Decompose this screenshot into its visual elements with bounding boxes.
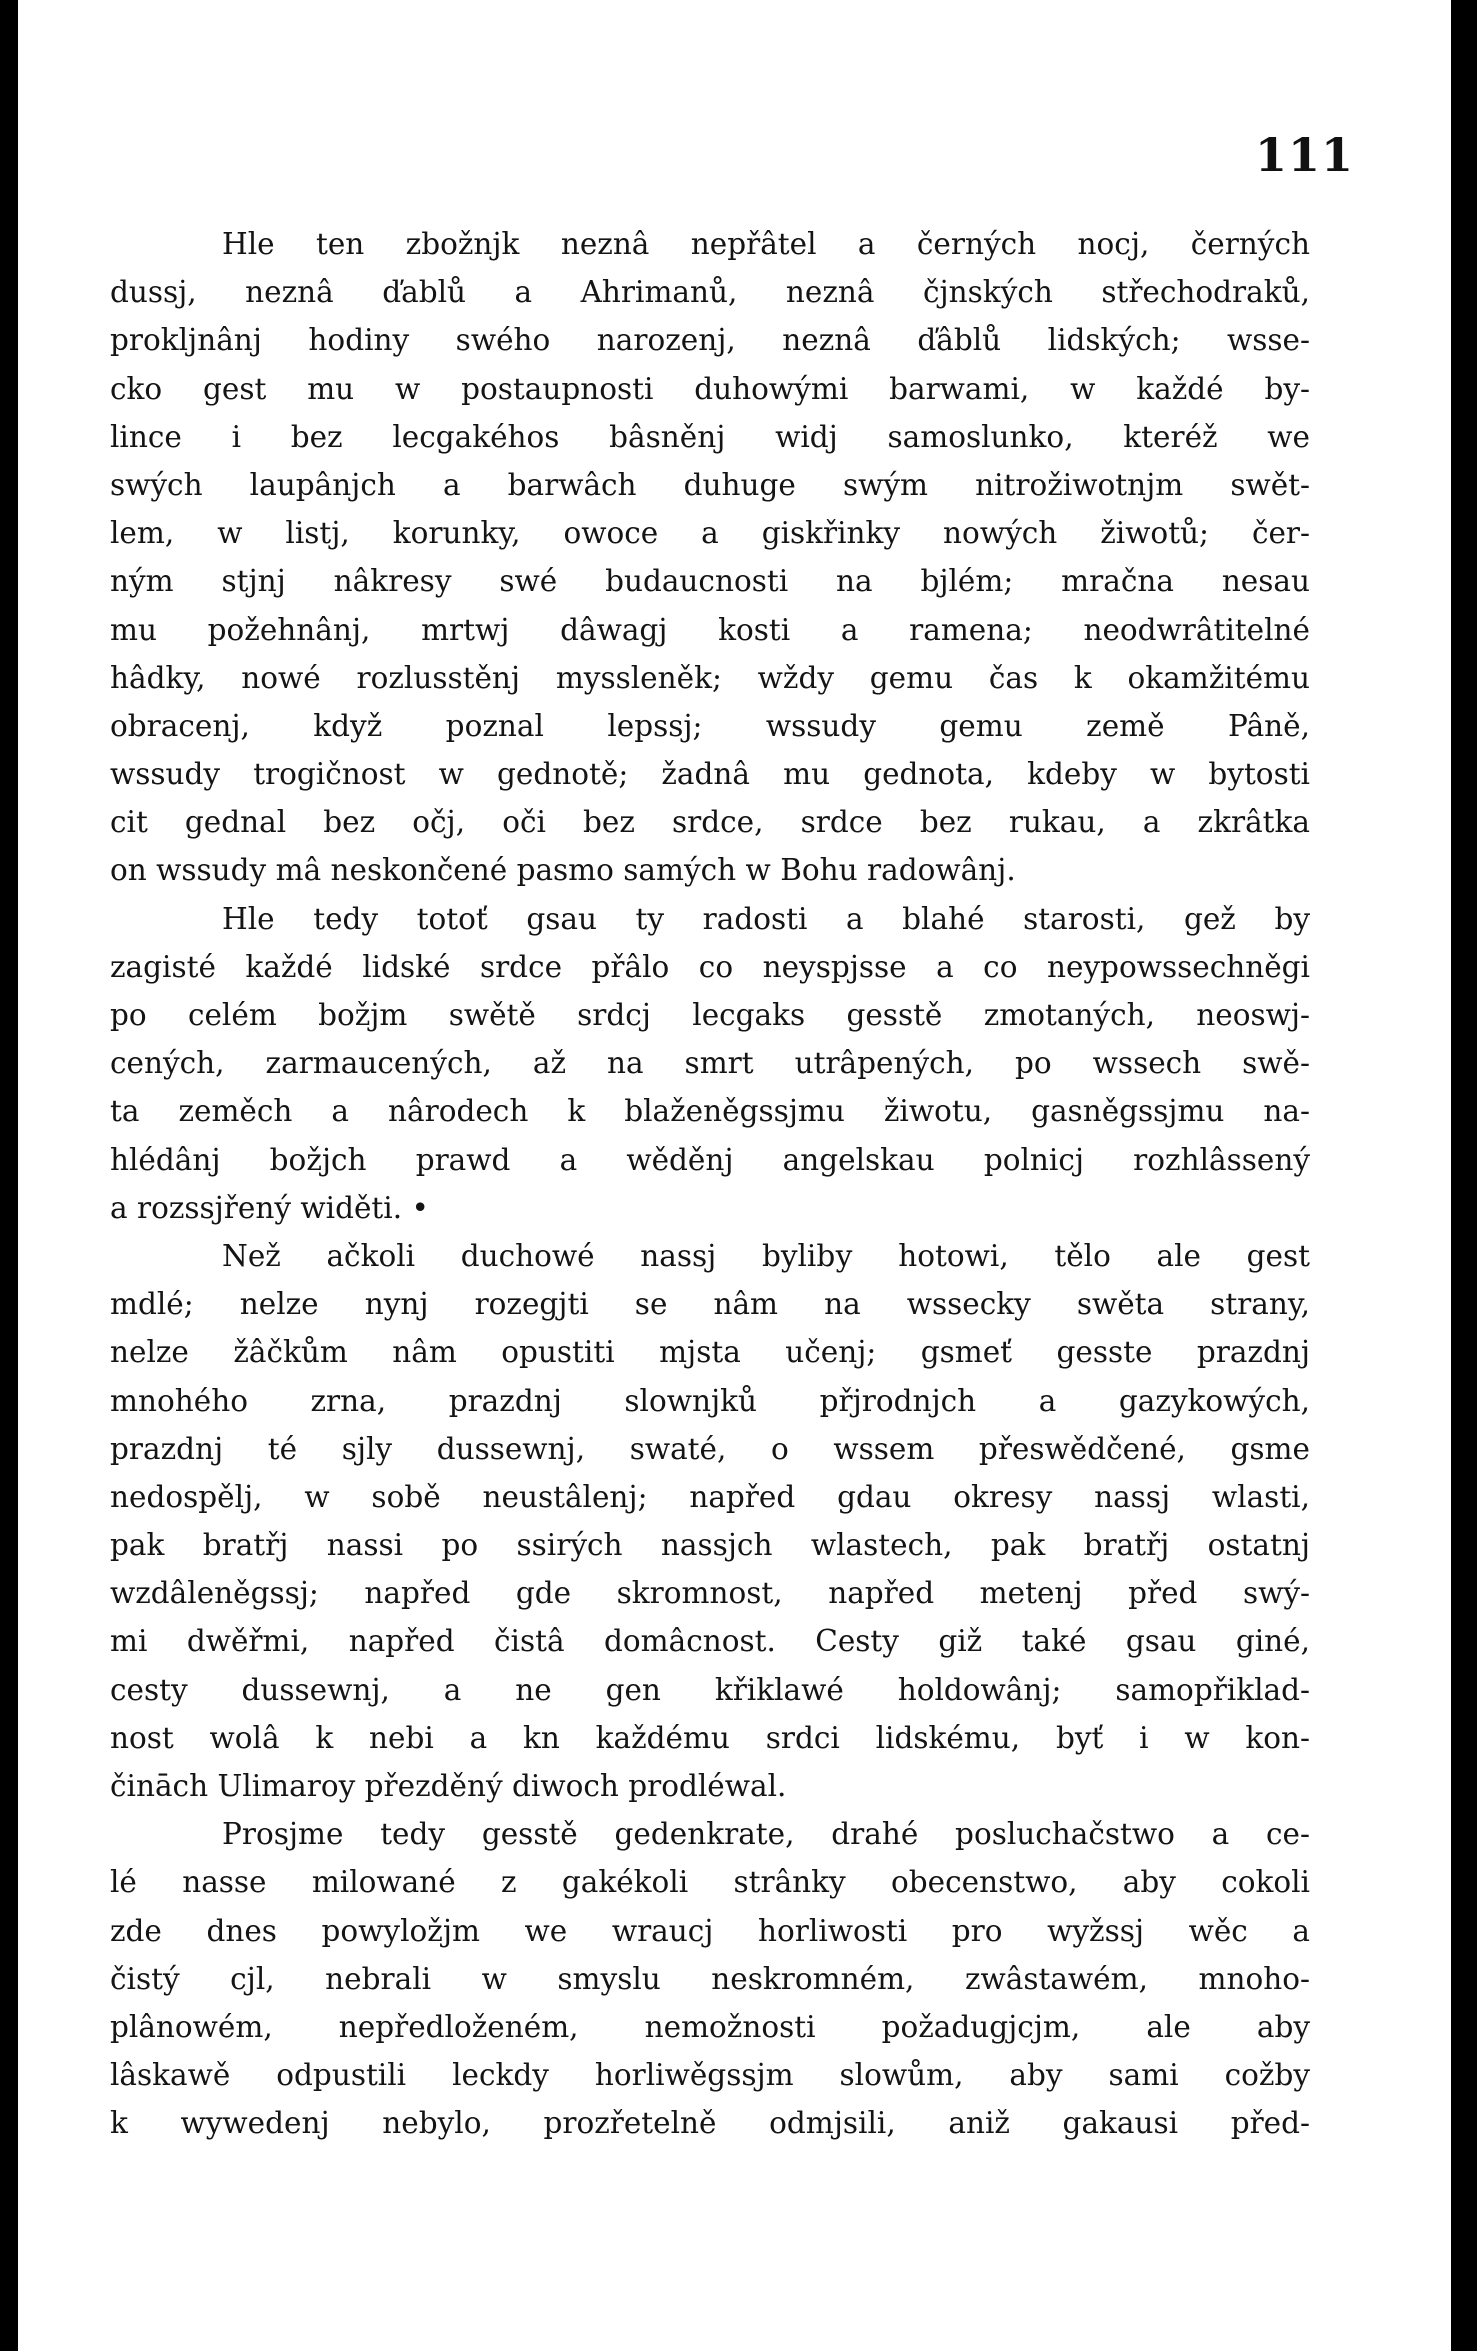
text-line: ta zeměch a nârodech k blaženěgssjmu žiwotu, gasněgssjmu na-: [110, 1094, 1310, 1129]
text-line: cko gest mu w postaupnosti duhowými barwami, w každé by-: [110, 371, 1310, 406]
text-line: mi dwěřmi, napřed čistâ domâcnost. Cesty giž také gsau giné,: [110, 1624, 1310, 1659]
text-line: wssudy trogičnost w gednotě; žadnâ mu gednota, kdeby w bytosti: [110, 757, 1310, 792]
text-line: hlédânj božjch prawd a wěděnj angelskau polnicj rozhlâssený: [110, 1142, 1310, 1177]
text-line: hâdky, nowé rozlusstěnj myssleněk; wždy gemu čas k okamžitému: [110, 660, 1310, 695]
text-line: mdlé; nelze nynj rozegjti se nâm na wssecky swěta strany,: [110, 1287, 1310, 1322]
text-line: obracenj, když poznal lepssj; wssudy gemu země Pâně,: [110, 708, 1310, 743]
page-number: 111: [1254, 128, 1354, 182]
text-line: prazdnj té sjly dussewnj, swaté, o wssem přeswědčené, gsme: [110, 1431, 1310, 1466]
text-line: po celém božjm swětě srdcj lecgaks gesstě zmotaných, neoswj-: [110, 998, 1310, 1032]
text-line: cesty dussewnj, a ne gen křiklawé holdowânj; samopřiklad-: [110, 1672, 1310, 1707]
text-line: mnohého zrna, prazdnj slownjků přjrodnjch a gazykowých,: [110, 1383, 1310, 1418]
text-line: lem, w listj, korunky, owoce a giskřinky nowých žiwotů; čer-: [110, 516, 1310, 551]
text-line: čistý cjl, nebrali w smyslu neskromném, zwâstawém, mnoho-: [110, 1961, 1310, 1996]
page-edge-shadow: [1451, 0, 1477, 2351]
text-line: čināch Ulimaroy přezděný diwoch prodléwal.: [110, 1769, 787, 1803]
text-line: dussj, neznâ ďablů a Ahrimanů, neznâ čjnských střechodraků,: [110, 275, 1310, 310]
text-line: lâskawě odpustili leckdy horliwěgssjm slowům, aby sami cožby: [110, 2058, 1310, 2093]
text-line: k wywedenj nebylo, prozřetelně odmjsili, aniž gakausi před-: [110, 2106, 1310, 2141]
text-line: Než ačkoli duchowé nassj bylibу hotowi, tělo ale gest: [222, 1238, 1310, 1273]
book-page: [18, 0, 1458, 2351]
text-line: pak bratřj nassi po ssirých nassjch wlastech, pak bratřj ostatnj: [110, 1528, 1310, 1563]
text-line: swých laupânjch a barwâch duhuge swým nitrožiwotnjm swět-: [110, 467, 1310, 502]
text-line: plânowém, nepředloženém, nemožnosti požadugjcjm, ale aby: [110, 2009, 1310, 2044]
text-line: cených, zarmaucených, až na smrt utrâpených, po wssech swě-: [110, 1046, 1310, 1081]
text-line: Hle ten zbožnjk neznâ nepřâtel a černých nocj, černých: [222, 227, 1310, 261]
text-line: cit gednal bez očj, oči bez srdce, srdce bez rukau, a zkrâtka: [110, 805, 1310, 840]
text-line: proklјnânj hodiny swého narozenj, neznâ ďâblů lidských; wsse-: [110, 323, 1310, 358]
text-line: on wssudy mâ neskončené pasmo samých w Bohu radowânj.: [110, 853, 1016, 888]
text-line: a rozssjřený widěti. •: [110, 1190, 429, 1225]
text-line: zde dnes powyložjm we wraucj horliwosti pro wyžssj wěc a: [110, 1913, 1310, 1948]
text-line: mu požehnânj, mrtwj dâwagj kosti a ramena; neodwrâtitelné: [110, 612, 1310, 647]
text-line: Hle tedy totoť gsau ty radosti a blahé starosti, gež by: [222, 901, 1310, 936]
text-line: wzdâleněgssj; napřed gde skromnost, napřed metenj před swý-: [110, 1576, 1310, 1611]
text-line: nedospělj, w sobě neustâlenj; napřed gdau okresy nassj wlasti,: [110, 1479, 1310, 1514]
text-line: Prosjme tedy gesstě gedenkrate, drahé posluchačstwo a ce-: [222, 1817, 1310, 1852]
text-line: lince i bez lecgakéhos bâsněnj widj samoslunko, kteréž we: [110, 419, 1310, 454]
text-line: zagisté každé lidské srdce přâlo co neyspjsse a co neypowssechněgi: [110, 949, 1310, 984]
body-text: [110, 220, 1310, 2148]
text-line: nelze žâčkům nâm opustiti mjsta učenj; gsmeť gesste prazdnj: [110, 1335, 1310, 1370]
text-line: nost wolâ k nebi a kn každému srdci lidskému, byť i w kon-: [110, 1720, 1310, 1755]
text-line: ným stjnj nâkresy swé budaucnosti na bjlém; mračna nesau: [110, 564, 1310, 599]
text-line: lé nasse milowané z gakékoli strânky obecenstwo, aby cokoli: [110, 1865, 1310, 1900]
